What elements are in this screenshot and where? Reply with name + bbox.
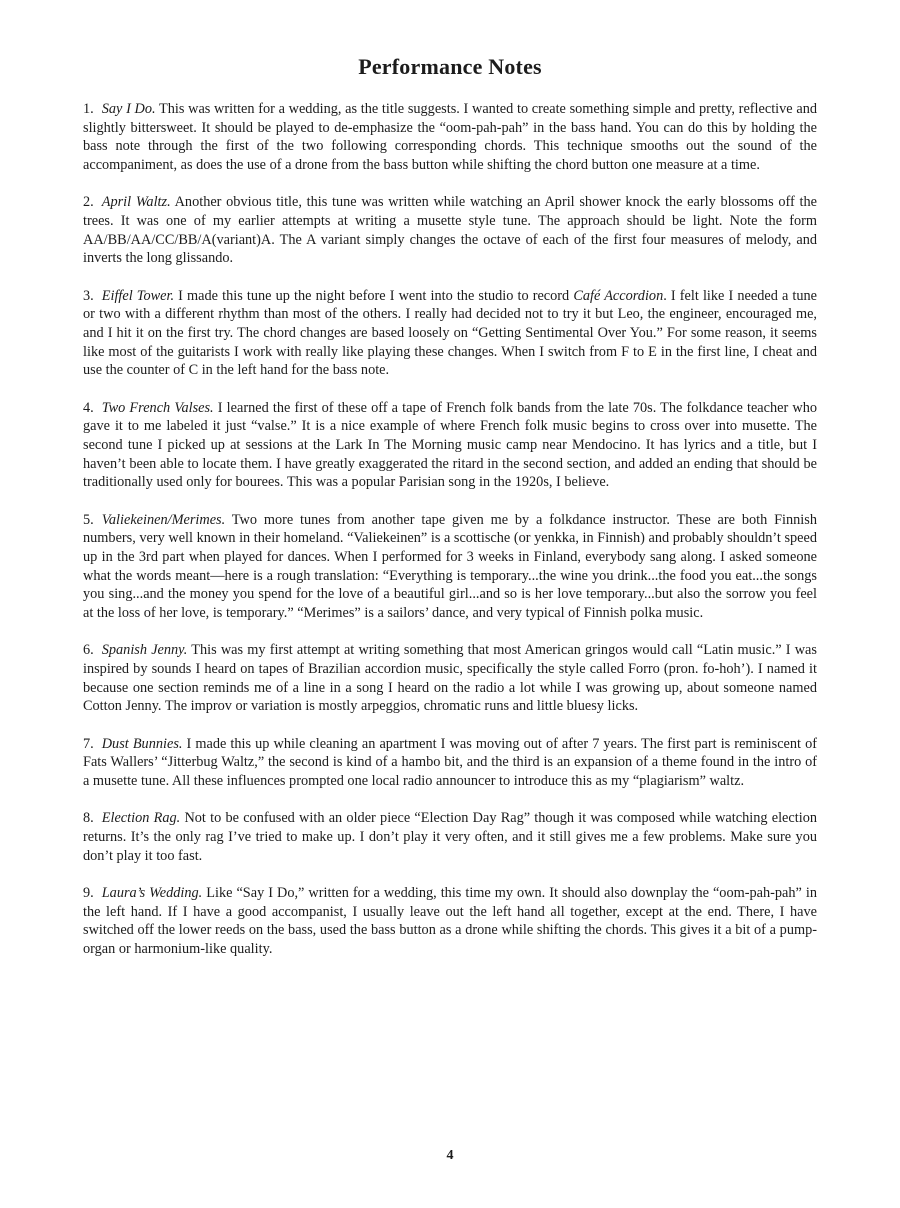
note-7 bbox=[83, 735, 817, 791]
note-text: This was my first attempt at writing something that most American gringos would call “Latin music.” I was inspired by sounds I heard on tapes of Brazilian accordion music, specifically the style called Forro (pron. fo-hoh’). I named it because one section reminds me of a line in a song I heard on the radio a lot while I was growing up, about someone named Cotton Jenny. The improv or variation is mostly arpeggios, chromatic runs and little bluesy licks. bbox=[83, 642, 817, 715]
note-6 bbox=[83, 641, 817, 716]
note-title: Election Rag. bbox=[101, 810, 181, 827]
note-number: 5. bbox=[83, 511, 94, 528]
note-title: Spanish Jenny. bbox=[101, 642, 188, 659]
note-number: 8. bbox=[83, 810, 94, 827]
note-text-before: I made this tune up the night before I went into the studio to record bbox=[178, 287, 570, 304]
performance-notes bbox=[83, 100, 817, 977]
note-title: April Waltz. bbox=[101, 194, 171, 211]
note-text: Like “Say I Do,” written for a wedding, this time my own. It should also downplay the “oom-pah-pah” in the left hand. If I have a good accompanist, I usually leave out the left hand all together, except at the end. There, I have switched off the lower reeds on the bass, used the bass button as a drone while shifting the chords. This gives it a bit of a pump-organ or harmonium-like quality. bbox=[83, 884, 817, 958]
note-text: Two more tunes from another tape given me by a folkdance instructor. These are both Finnish numbers, very well known in their homeland. “Valiekeinen” is a scottische (or yenkka, in Finnish) and probably shouldn’t speed up in the 3rd part when played for dances. When I performed for 3 weeks in Finland, everybody sang along. I asked someone what the words meant—here is a rough translation: “Everything is temporary...the wine you drink...the food you eat...the songs you sing...and the money you spend for the love of a beautiful girl...and so is her love temporary...but also the sorrow you feel at the loss of her love, is temporary.” “Merimes” is a sailors’ dance, and very typical of Finnish polka music. bbox=[83, 511, 817, 622]
note-4 bbox=[83, 399, 817, 493]
note-text: Not to be confused with an older piece “Election Day Rag” though it was composed while watching election returns. It’s the only rag I’ve tried to make up. I don’t play it very often, and it still gives me a few problems. Make sure you don’t play it too fast. bbox=[83, 810, 817, 864]
note-title: Laura’s Wedding. bbox=[101, 884, 203, 901]
note-text: I learned the first of these off a tape of French folk bands from the late 70s. The folkdance teacher who gave it to me labeled it just “valse.” It is a nice example of where French folk music begins to cross over into musette. The second tune I picked up at sessions at the Lark In The Morning music camp near Mendocino. It has lyrics and a title, but I haven’t been able to locate them. I have greatly exaggerated the ritard in the second section, and added an ending that should be traditionally used only for bourees. This was a popular Parisian song in the 1920s, I believe. bbox=[83, 399, 818, 491]
note-number: 2. bbox=[83, 194, 94, 211]
note-title: Valiekeinen/Merimes. bbox=[101, 511, 226, 528]
note-number: 1. bbox=[83, 101, 94, 117]
note-text: . I felt like I needed a tune or two with a different rhythm than most of the others. I really had decided not to try it but Leo, the engineer, encouraged me, and I hit it on the first try. The chord changes are based loosely on “Getting Sentimental Over You.” For some reason, it seems like most of the guitarists I work with really like playing these changes. When I switch from F to E in the first line, I cheat and use the counter of C in the left hand for the bass note. bbox=[83, 287, 818, 379]
page-title: Performance Notes bbox=[358, 54, 542, 79]
note-number: 9. bbox=[83, 884, 94, 901]
note-text: I made this up while cleaning an apartment I was moving out of after 7 years. The first part is reminiscent of Fats Wallers’ “Jitterbug Waltz,” the second is kind of a hambo bit, and the third is an expansion of a theme found in the intro of a musette tune. All these influences prompted one local radio announcer to introduce this as my “plagiarism” waltz. bbox=[83, 735, 817, 790]
note-text: This was written for a wedding, as the title suggests. I wanted to create something simple and pretty, reflective and slightly bittersweet. It should be played to de-emphasize the “oom-pah-pah” in the bass hand. You can do this by holding the bass note through the first of the two following corresponding chords. This technique smooths out the sound of the accompaniment, as does the use of a drone from the bass button while shifting the chord button one measure at a time. bbox=[83, 101, 817, 174]
note-number: 7. bbox=[83, 735, 94, 752]
note-9 bbox=[83, 884, 817, 959]
note-title: Dust Bunnies. bbox=[101, 735, 183, 752]
note-8 bbox=[83, 809, 817, 865]
note-number: 6. bbox=[83, 642, 94, 659]
note-title: Say I Do. bbox=[101, 101, 156, 117]
note-number: 4. bbox=[83, 399, 94, 416]
note-title: Two French Valses. bbox=[101, 399, 214, 416]
note-3 bbox=[83, 287, 817, 381]
note-5 bbox=[83, 511, 817, 623]
note-2 bbox=[83, 193, 817, 268]
note-number: 3. bbox=[83, 287, 94, 304]
note-1 bbox=[83, 100, 817, 175]
note-title: Eiffel Tower. bbox=[101, 287, 175, 304]
note-text: Another obvious title, this tune was written while watching an April shower knock the early blossoms off the trees. It was one of my earlier attempts at writing a musette style tune. The approach should be light. Note the form AA/BB/AA/CC/BB/A(variant)A. The A variant simply changes the octave of each of the first four measures of melody, and inverts the long glissando. bbox=[83, 194, 817, 267]
page-number: 4 bbox=[446, 1148, 454, 1163]
album-title: Café Accordion bbox=[573, 287, 664, 304]
